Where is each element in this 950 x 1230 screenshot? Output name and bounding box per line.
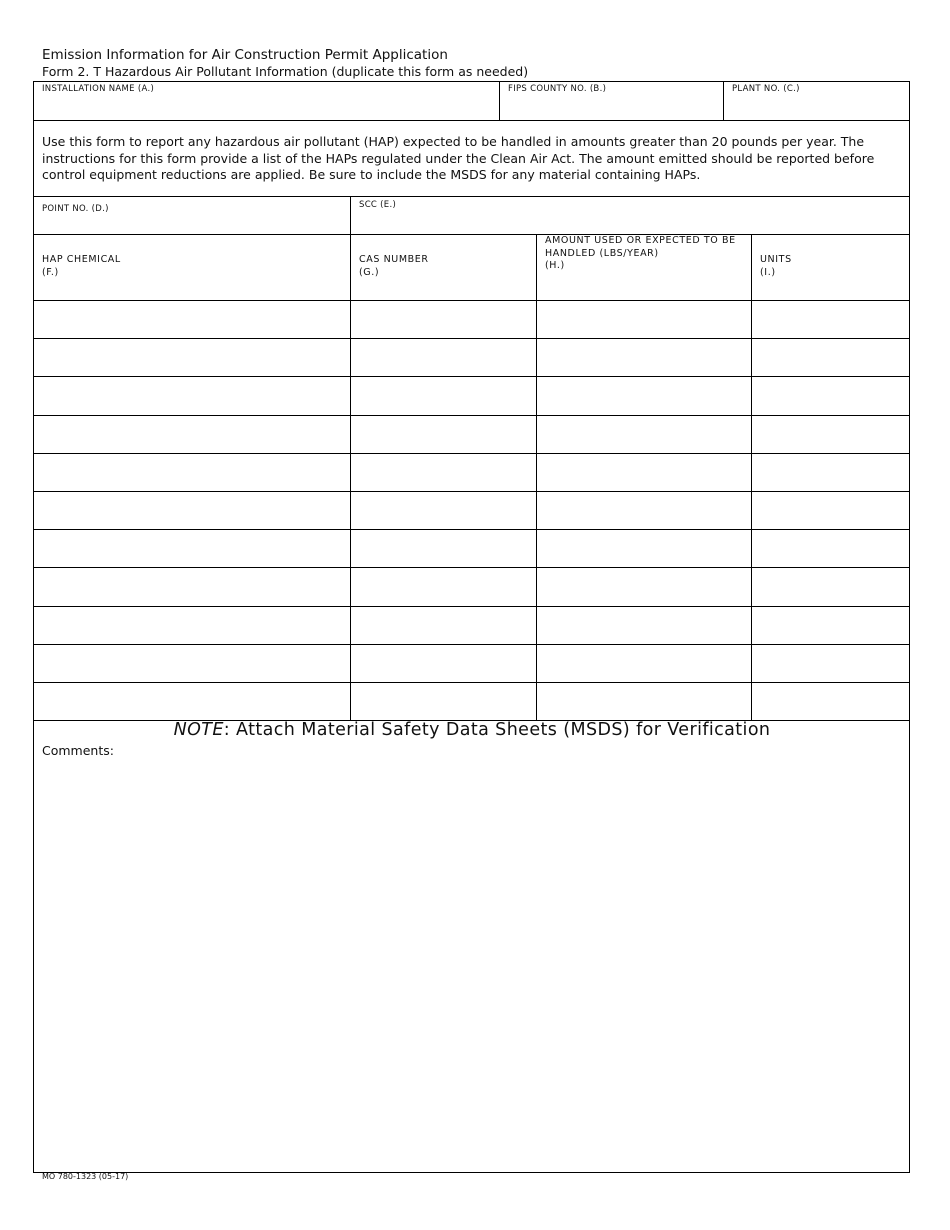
amount-label: AMOUNT USED OR EXPECTED TO BE HANDLED (LBS/YEAR) [545, 235, 736, 259]
amount-cell[interactable] [537, 645, 751, 682]
column-header-units [752, 235, 909, 300]
amount-cell[interactable] [537, 339, 751, 376]
units-cell[interactable] [752, 568, 909, 606]
hap-chemical-cell[interactable] [34, 607, 350, 644]
units-cell[interactable] [752, 607, 909, 644]
amount-cell[interactable] [537, 607, 751, 644]
cas-number-cell[interactable] [351, 645, 536, 682]
scc-field[interactable] [351, 197, 909, 234]
hap-chemical-cell[interactable] [34, 530, 350, 567]
fips-county-label: FIPS COUNTY NO. (B.) [508, 84, 607, 94]
scc-label: SCC (E.) [359, 200, 397, 210]
column-header-amount [537, 235, 751, 300]
amount-cell[interactable] [537, 454, 751, 491]
hap-chemical-code: (F.) [42, 266, 59, 278]
units-label: UNITS [760, 254, 792, 265]
units-cell[interactable] [752, 530, 909, 567]
cas-number-cell[interactable] [351, 339, 536, 376]
amount-cell[interactable] [537, 416, 751, 453]
units-cell[interactable] [752, 454, 909, 491]
cas-number-cell[interactable] [351, 454, 536, 491]
fips-county-field[interactable] [500, 82, 723, 120]
units-cell[interactable] [752, 645, 909, 682]
hap-chemical-cell[interactable] [34, 301, 350, 338]
comments-label: Comments: [42, 743, 114, 758]
msds-note [34, 720, 910, 740]
column-header-hap-chemical [34, 235, 350, 300]
plant-no-field[interactable] [724, 82, 909, 120]
amount-cell[interactable] [537, 377, 751, 415]
note-text: : Attach Material Safety Data Sheets (MSDS) for Verification [223, 720, 771, 740]
form-title: Emission Information for Air Construction Permit Application [42, 47, 448, 63]
units-cell[interactable] [752, 492, 909, 529]
form-subtitle: Form 2. T Hazardous Air Pollutant Information (duplicate this form as needed) [42, 64, 529, 79]
units-cell[interactable] [752, 301, 909, 338]
cas-number-cell[interactable] [351, 607, 536, 644]
units-cell[interactable] [752, 416, 909, 453]
cas-number-cell[interactable] [351, 416, 536, 453]
amount-cell[interactable] [537, 492, 751, 529]
plant-no-label: PLANT NO. (C.) [732, 84, 800, 94]
hap-chemical-cell[interactable] [34, 683, 350, 720]
units-cell[interactable] [752, 683, 909, 720]
amount-cell[interactable] [537, 568, 751, 606]
hap-chemical-cell[interactable] [34, 454, 350, 491]
hap-chemical-cell[interactable] [34, 645, 350, 682]
instructions-text: Use this form to report any hazardous air pollutant (HAP) expected to be handled in amounts greater than 20 pounds per year. The instructions for this form provide a list of the HAPs regulated under the Clean Air Act. The amount emitted should be reported before control equipment reductions are applied. Be sure to include the MSDS for any material containing HAPs. [42, 134, 875, 182]
amount-cell[interactable] [537, 683, 751, 720]
comments-field[interactable] [34, 760, 909, 1170]
units-cell[interactable] [752, 339, 909, 376]
cas-number-code: (G.) [359, 266, 380, 278]
form-number: MO 780-1323 (05-17) [42, 1172, 129, 1181]
cas-number-cell[interactable] [351, 683, 536, 720]
units-cell[interactable] [752, 377, 909, 415]
cas-number-cell[interactable] [351, 377, 536, 415]
cas-number-label: CAS NUMBER [359, 254, 429, 265]
hap-chemical-cell[interactable] [34, 377, 350, 415]
cas-number-cell[interactable] [351, 530, 536, 567]
note-prefix: NOTE [173, 720, 224, 740]
cas-number-cell[interactable] [351, 492, 536, 529]
hap-chemical-label: HAP CHEMICAL [42, 254, 121, 265]
amount-cell[interactable] [537, 301, 751, 338]
hap-chemical-cell[interactable] [34, 416, 350, 453]
hap-chemical-cell[interactable] [34, 568, 350, 606]
column-header-cas-number [351, 235, 536, 300]
hap-chemical-cell[interactable] [34, 492, 350, 529]
hap-chemical-cell[interactable] [34, 339, 350, 376]
amount-cell[interactable] [537, 530, 751, 567]
installation-name-label: INSTALLATION NAME (A.) [42, 84, 155, 94]
point-no-label: POINT NO. (D.) [42, 204, 109, 214]
cas-number-cell[interactable] [351, 301, 536, 338]
cas-number-cell[interactable] [351, 568, 536, 606]
installation-name-field[interactable] [34, 82, 499, 120]
units-code: (I.) [760, 266, 776, 278]
amount-code: (H.) [545, 260, 565, 271]
point-no-field[interactable] [34, 197, 350, 234]
